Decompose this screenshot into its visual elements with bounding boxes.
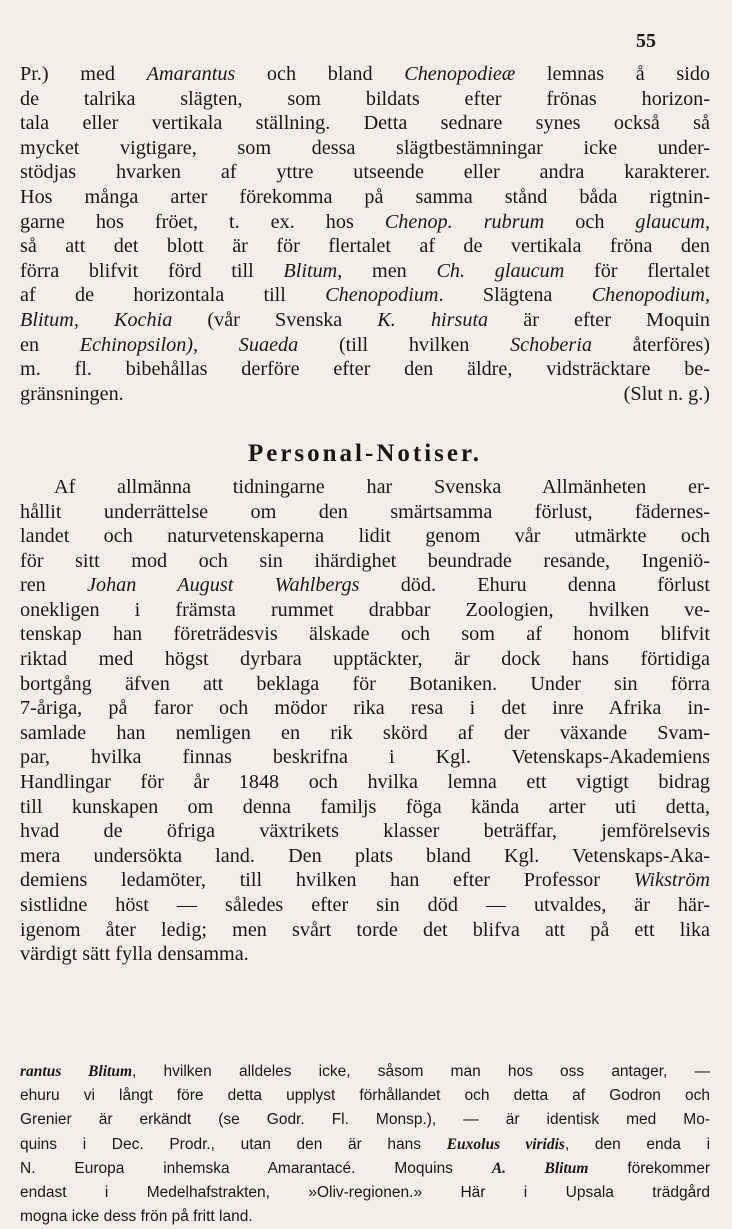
text-line <box>20 1181 710 1205</box>
text-line <box>20 795 710 820</box>
text-segment: , <box>193 333 239 356</box>
text-segment: N. Europa inhemska Amarantacé. Moquins <box>20 1159 492 1177</box>
text-segment: quins i Dec. Prodr., utan den är hans <box>20 1135 447 1153</box>
text-segment: Wikström <box>633 869 710 892</box>
text-segment: Ch. glaucum <box>436 259 565 282</box>
paragraph-personal-notiser <box>20 475 710 942</box>
text-segment: demiens ledamöter, till hvilken han efter Professor <box>20 869 634 892</box>
text-segment: Grenier är erkändt (se Godr. Fl. Monsp.), — är identisk med Mo- <box>20 1111 710 1129</box>
text-segment: Af allmänna tidningarne har Svenska Allmänheten er- <box>54 475 710 498</box>
text-line <box>20 598 710 623</box>
text-line <box>20 357 710 382</box>
text-line <box>20 333 710 358</box>
text-segment: K. hirsuta <box>377 308 489 331</box>
text-segment: Chenopodieæ <box>404 63 516 85</box>
text-segment: Pr.) med <box>20 63 147 85</box>
text-segment: (till hvilken <box>298 333 511 356</box>
text-segment: m. fl. bibehållas derföre efter den äldre, vidsträcktare be- <box>20 358 710 381</box>
text-segment: af de horizontala till <box>20 284 326 307</box>
text-segment: Blitum <box>283 259 338 282</box>
footnote-body <box>20 1060 710 1205</box>
text-segment: Echinopsilon) <box>79 333 194 356</box>
text-line <box>20 721 710 746</box>
text-segment: Hos många arter förekomma på samma stånd båda rigtnin- <box>20 185 710 208</box>
text-segment: Schoberia <box>510 333 592 356</box>
text-segment: Blitum <box>20 308 74 331</box>
text-segment: 7-åriga, på faror och mödor rika resa i det inre Afrika in- <box>20 697 710 720</box>
text-line <box>20 111 710 136</box>
text-segment: ehuru vi långt före detta upplyst förhållandet och detta af Godron och <box>20 1087 710 1105</box>
text-segment: endast i Medelhafstrakten, »Oliv-regionen.» Här i Upsala trädgård <box>20 1184 710 1202</box>
text-segment: onekligen i främsta rummet drabbar Zoologien, hvilken ve- <box>20 598 710 621</box>
text-segment: död. Ehuru denna förlust <box>359 574 711 597</box>
text-segment: är efter Moquin <box>488 308 710 331</box>
text-segment: . Slägtena <box>438 284 592 307</box>
text-segment: , <box>73 308 114 331</box>
text-segment: mycket vigtigare, som dessa slägtbestämningar icke under- <box>20 136 710 159</box>
text-line <box>20 844 710 869</box>
text-segment: rantus Blitum <box>20 1063 133 1080</box>
text-segment: , hvilken alldeles icke, såsom man hos oss antager, — <box>132 1063 711 1080</box>
text-line <box>20 819 710 844</box>
section-heading: Personal-Notiser. <box>247 440 483 468</box>
text-line <box>20 1108 710 1132</box>
text-line <box>20 942 710 967</box>
text-line <box>20 868 710 893</box>
text-segment: hvad de öfriga växtrikets klasser beträffar, jemförelsevis <box>20 820 710 843</box>
paragraph-amarantus <box>20 62 710 382</box>
text-line <box>20 259 710 284</box>
text-segment: Chenopodium <box>325 284 439 307</box>
text-line <box>20 524 710 549</box>
text-segment: Chenopodium <box>591 284 705 307</box>
text-segment: landet och naturvetenskaperna lidit genom vår utmärkte och <box>20 525 710 548</box>
text-segment: igenom åter ledig; men svårt torde det blifva att på ett lika <box>20 918 710 941</box>
text-segment: , men <box>337 259 437 282</box>
text-segment: , <box>704 284 711 307</box>
text-segment: ren <box>20 574 88 597</box>
text-line <box>20 500 710 525</box>
text-line <box>20 475 710 500</box>
text-line <box>20 770 710 795</box>
text-line <box>20 1205 710 1229</box>
text-segment: Kochia <box>113 308 173 331</box>
text-segment: förekommer <box>588 1159 710 1177</box>
text-segment: de talrika slägten, som bildats efter frönas horizon- <box>20 87 710 110</box>
text-line <box>20 62 710 87</box>
text-segment: tenskap han företrädesvis älskade och som af honom blifvit <box>20 623 710 646</box>
text-segment: för sitt mod och sin ihärdighet beundrade resande, Ingeniö- <box>20 549 710 572</box>
text-segment: sistlidne höst — således efter sin död — utvaldes, är här- <box>20 894 710 916</box>
text-line <box>20 87 710 112</box>
text-segment: och bland <box>235 63 405 85</box>
text-line <box>20 622 710 647</box>
text-segment: för flertalet <box>564 259 710 282</box>
text-segment: återföres) <box>591 333 710 356</box>
text-line <box>20 1060 710 1084</box>
text-segment: Euxolus viridis <box>446 1135 565 1153</box>
text-line <box>20 1133 710 1157</box>
text-line <box>20 696 710 721</box>
text-segment: Amarantus <box>146 63 236 85</box>
text-line <box>20 1084 710 1108</box>
text-segment: förra blifvit förd till <box>20 259 284 282</box>
text-line <box>20 283 710 308</box>
text-segment: och <box>544 210 636 233</box>
text-segment: Johan August Wahlbergs <box>87 574 360 597</box>
text-segment: Handlingar för år 1848 och hvilka lemna ett vigtigt bidrag <box>20 771 710 794</box>
text-segment: , den enda i <box>564 1135 711 1153</box>
text-segment: lemnas å sido <box>515 63 711 85</box>
text-segment: Suaeda <box>238 333 299 356</box>
text-line <box>20 382 710 407</box>
text-segment: Chenop. rubrum <box>384 210 545 233</box>
text-line <box>20 549 710 574</box>
text-segment: värdigt sätt fylla densamma. <box>20 943 249 966</box>
text-segment: mogna icke dess frön på fritt land. <box>20 1208 253 1226</box>
text-segment: gränsningen. <box>20 382 124 405</box>
text-segment: samlade han nemligen en rik skörd af der växande Svam- <box>20 721 710 744</box>
footnote <box>20 1060 710 1229</box>
text-segment: hållit underrättelse om den smärtsamma förlust, fädernes- <box>20 500 710 523</box>
text-segment: mera undersökta land. Den plats bland Kgl. Vetenskaps-Aka- <box>20 844 710 867</box>
text-line <box>20 185 710 210</box>
text-segment: tala eller vertikala ställning. Detta sednare synes också så <box>20 112 710 135</box>
text-segment: bortgång äfven att beklaga för Botaniken. Under sin förra <box>20 672 710 695</box>
text-segment: en <box>20 333 80 356</box>
text-line <box>20 573 710 598</box>
text-segment: riktad med högst dyrbara upptäckter, är dock hans förtidiga <box>20 648 710 671</box>
text-segment: , <box>704 210 710 233</box>
text-line <box>20 745 710 770</box>
text-line <box>20 672 710 697</box>
text-line <box>20 647 710 672</box>
text-segment: till kunskapen om denna familjs föga kända arter uti detta, <box>20 795 710 818</box>
text-segment: stödjas hvarken af yttre utseende eller andra karakterer. <box>20 161 710 184</box>
text-segment: par, hvilka finnas beskrifna i Kgl. Vetenskaps-Akademiens <box>20 746 710 769</box>
main-text <box>20 62 710 967</box>
text-segment: garne hos fröet, t. ex. hos <box>20 210 385 233</box>
text-line <box>20 893 710 918</box>
text-segment: så att det blott är för flertalet af de vertikala fröna den <box>20 235 710 258</box>
text-line <box>20 136 710 161</box>
text-segment: (vår Svenska <box>172 308 378 331</box>
text-line <box>20 160 710 185</box>
text-line <box>20 234 710 259</box>
text-line <box>20 308 710 333</box>
text-segment: glaucum <box>635 210 705 233</box>
continued-note: (Slut n. g.) <box>623 382 710 405</box>
text-line <box>20 918 710 943</box>
text-line <box>20 210 710 235</box>
text-segment: A. Blitum <box>491 1159 589 1177</box>
text-line <box>20 1157 710 1181</box>
page-number: 55 <box>636 30 656 52</box>
